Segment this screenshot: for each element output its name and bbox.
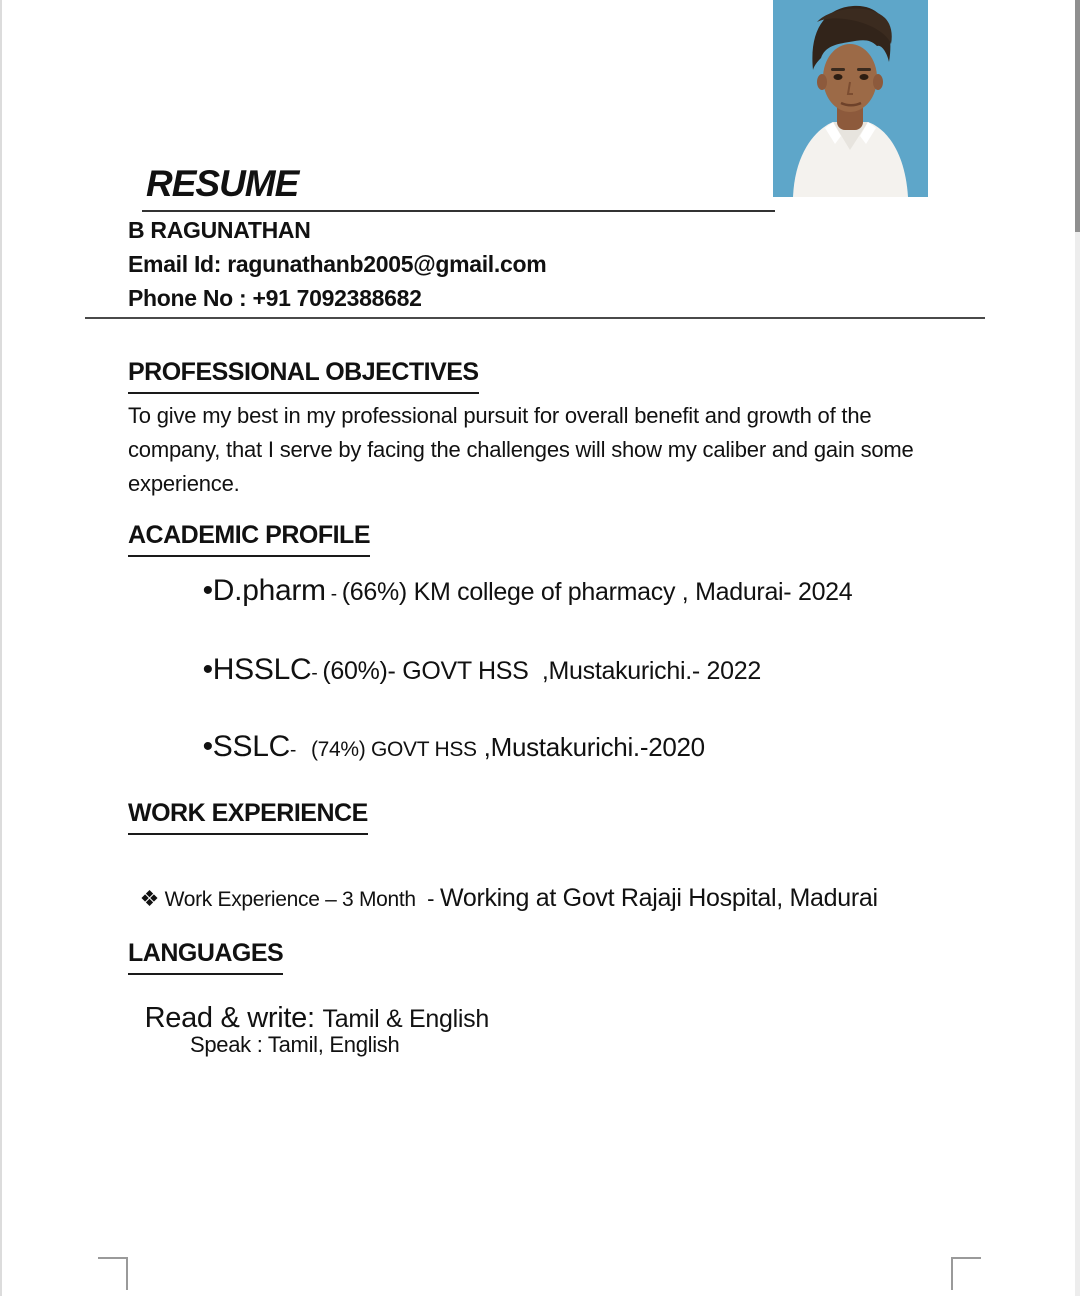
degree-name: HSSLC [212, 653, 312, 686]
speak-line: Speak : Tamil, English [190, 1032, 400, 1057]
degree-detail: (74%) GOVT HSS [310, 738, 477, 761]
academic-item-hsslc [186, 635, 761, 705]
section-heading-work-experience: WORK EXPERIENCE [128, 799, 368, 835]
bullet-icon: • [202, 574, 213, 607]
applicant-photo [773, 0, 928, 197]
degree-separator: - [325, 584, 342, 605]
degree-tail: ,Mustakurichi.- 2022 [528, 657, 761, 685]
section-heading-professional-objectives: PROFESSIONAL OBJECTIVES [128, 358, 479, 394]
applicant-name: B RAGUNATHAN [128, 217, 311, 243]
applicant-photo-image [773, 0, 928, 197]
degree-detail: (66%) KM college of pharmacy , Madurai- 2024 [341, 578, 853, 606]
degree-separator: - [289, 740, 311, 761]
page-left-edge-line [0, 0, 2, 1296]
work-detail: Working at Govt Rajaji Hospital, Madurai [440, 884, 878, 912]
email-line: Email Id: ragunathanb2005@gmail.com [128, 251, 547, 277]
diamond-bullet-icon: ❖ [139, 886, 160, 911]
phone-line: Phone No : +91 7092388682 [128, 285, 422, 311]
margin-crop-mark-right [951, 1257, 981, 1290]
degree-separator: - [311, 663, 323, 684]
academic-item-sslc [186, 712, 705, 782]
scrollbar-thumb[interactable] [1075, 0, 1080, 232]
degree-name: SSLC [212, 730, 290, 763]
degree-tail: ,Mustakurichi.-2020 [476, 732, 705, 762]
contact-block [128, 213, 546, 315]
section-heading-academic-profile: ACADEMIC PROFILE [128, 521, 370, 557]
margin-crop-mark-left [98, 1257, 128, 1290]
objectives-paragraph: To give my best in my professional pursuit for overall benefit and growth of the company, that I serve by facing the challenges will show my caliber and gain some experience. [128, 403, 914, 496]
work-experience-line [123, 866, 878, 931]
bullet-icon: • [202, 653, 213, 686]
header-divider-line [85, 317, 985, 319]
section-heading-languages: LANGUAGES [128, 939, 283, 975]
bullet-icon: • [202, 730, 213, 763]
read-write-value: Tamil & English [322, 1005, 489, 1033]
read-write-label: Read & write: [144, 1002, 323, 1034]
page-title: RESUME [146, 163, 299, 204]
work-duration-label: Work Experience – 3 Month [159, 888, 422, 911]
work-dash: - [421, 886, 440, 911]
title-underline [142, 210, 775, 212]
degree-detail: (60%)- GOVT HSS [322, 657, 529, 685]
academic-item-dpharm [186, 556, 852, 626]
degree-name: D.pharm [212, 574, 326, 607]
